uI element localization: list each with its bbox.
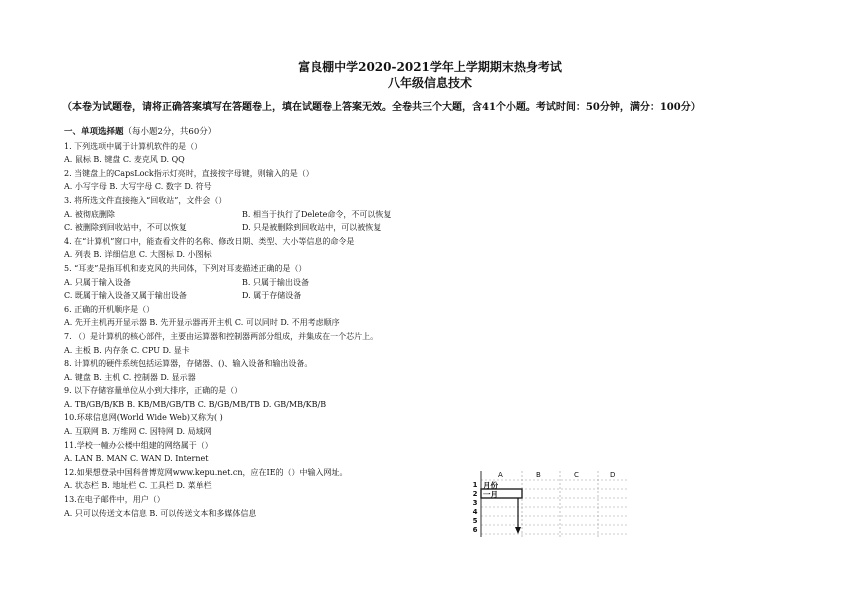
question-2: 2. 当键盘上的CapsLock指示灯亮时，直接按字母键，则输入的是（） [64,168,314,178]
question-10: 10.环球信息网(World Wide Web)又称为( ) [64,413,223,423]
option-b: B. 相当于执行了Delete命令，不可以恢复 [242,209,392,219]
question-5-options-ab [64,276,391,290]
question-1: 1. 下列选项中属于计算机软件的是（） [64,141,203,151]
question-3-options-cd [64,221,391,235]
column-header-c: C [574,471,579,479]
option-b: B. 只属于输出设备 [242,277,309,287]
cell-a2: 一月 [483,490,498,499]
question-13: 13.在电子邮件中，用户（） [64,495,165,505]
question-5: 5. “耳麦”是指耳机和麦克风的共同体，下列对耳麦描述正确的是（） [64,263,307,273]
option-a: A. 只属于输入设备 [64,277,131,287]
question-5-options-cd [64,289,391,303]
cell-a1: 月份 [483,481,498,490]
row-number: 4 [472,508,478,516]
question-12-options: A. 状态栏 B. 地址栏 C. 工具栏 D. 菜单栏 [64,481,212,491]
question-6-options: A. 先开主机再开显示器 B. 先开显示器再开主机 C. 可以同时 D. 不用考虑顺序 [64,318,340,328]
question-4: 4. 在“计算机”窗口中，能查看文件的名称、修改日期、类型、大小等信息的命令是 [64,236,355,246]
row-number: 1 [472,481,478,489]
question-9: 9. 以下存储容量单位从小到大排序，正确的是（） [64,386,243,396]
section-title: 一、单项选择题 [64,127,124,137]
question-6: 6. 正确的开机顺序是（） [64,304,155,314]
question-7: 7. （）是计算机的核心部件，主要由运算器和控制器两部分组成，并集成在一个芯片上。 [64,331,379,341]
exam-instructions: （本卷为试题卷，请将正确答案填写在答题卷上，填在试题卷上答案无效。全卷共三个大题，含41个小题。考试时间：50分钟，满分：100分） [62,102,701,113]
row-number: 5 [472,517,478,525]
option-c: C. 被删除到回收站中，不可以恢复 [64,223,187,233]
question-11: 11.学校一幢办公楼中组建的网络属于（） [64,440,213,450]
row-number: 6 [472,526,478,534]
question-3: 3. 将所选文件直接拖入“回收站”，文件会（） [64,195,227,205]
option-a: A. 被彻底删除 [64,209,115,219]
question-13-options: A. 只可以传送文本信息 B. 可以传送文本和多媒体信息 [64,508,257,518]
question-4-options: A. 列表 B. 详细信息 C. 大图标 D. 小图标 [64,250,212,260]
exam-subject: 八年级信息技术 [387,76,472,90]
question-list [64,126,391,520]
question-1-options: A. 鼠标 B. 键盘 C. 麦克风 D. QQ [64,155,185,165]
column-header-d: D [610,471,616,479]
section-heading [64,126,391,140]
option-d: D. 属于存储设备 [242,291,302,301]
row-number: 3 [472,499,478,507]
spreadsheet-figure [470,471,630,539]
question-9-options: A. TB/GB/B/KB B. KB/MB/GB/TB C. B/GB/MB/TB D. GB/MB/KB/B [64,399,327,409]
column-header-a: A [498,471,503,479]
row-number: 2 [472,490,478,498]
section-note: （每小题2分，共60分） [123,127,217,137]
question-2-options: A. 小写字母 B. 大写字母 C. 数字 D. 符号 [64,182,212,192]
option-d: D. 只是被删除到回收站中，可以被恢复 [242,223,382,233]
column-header-b: B [536,471,541,479]
question-12: 12.如果想登录中国科普博览网www.kepu.net.cn，应在IE的（）中输入网址。 [64,467,348,477]
exam-title: 富良棚中学2020-2021学年上学期期末热身考试 [298,60,562,74]
question-7-options: A. 主板 B. 内存条 C. CPU D. 显卡 [64,345,190,355]
question-11-options: A. LAN B. MAN C. WAN D. Internet [64,454,209,464]
question-3-options-ab [64,208,391,222]
option-c: C. 既属于输入设备又属于输出设备 [64,291,187,301]
question-8-options: A. 键盘 B. 主机 C. 控制器 D. 显示器 [64,372,196,382]
question-10-options: A. 互联网 B. 万维网 C. 因特网 D. 局域网 [64,427,212,437]
question-8: 8. 计算机的硬件系统包括运算器，存储器、()、输入设备和输出设备。 [64,359,313,369]
